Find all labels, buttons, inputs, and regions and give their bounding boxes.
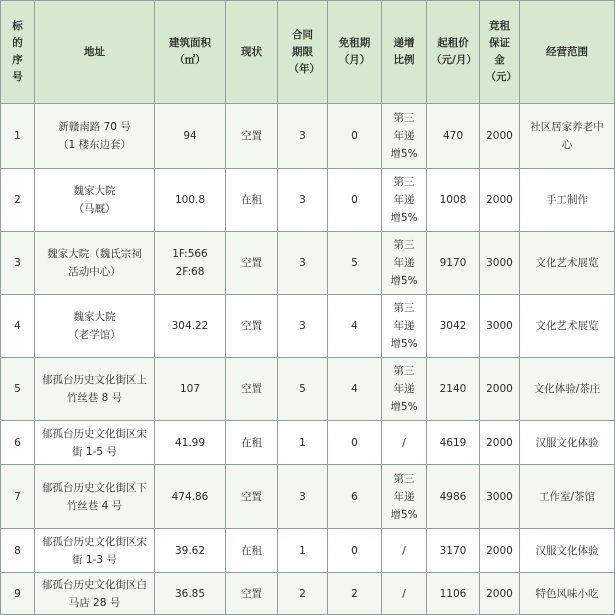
cell-increase: / — [382, 529, 427, 573]
cell-term: 1 — [278, 529, 328, 573]
cell-deposit: 2000 — [480, 529, 520, 573]
cell-price: 3170 — [427, 529, 480, 573]
cell-scope: 特色风味小吃 — [520, 573, 615, 615]
cell-status: 空置 — [226, 232, 278, 295]
cell-deposit: 2000 — [480, 358, 520, 421]
cell-term: 3 — [278, 295, 328, 358]
header-no: 标的序号 — [1, 1, 35, 104]
cell-address: 郁孤台历史文化街区上竹丝巷 8 号 — [35, 358, 155, 421]
cell-scope: 汉服文化体验 — [520, 421, 615, 465]
cell-term: 3 — [278, 232, 328, 295]
cell-area: 94 — [155, 104, 226, 169]
cell-term: 1 — [278, 421, 328, 465]
cell-address: 郁孤台历史文化街区白马店 28 号 — [35, 573, 155, 615]
table-row — [1, 295, 615, 358]
cell-no: 7 — [1, 465, 35, 529]
cell-free: 4 — [328, 295, 382, 358]
cell-term: 3 — [278, 104, 328, 169]
header-price: 起租价（元/月） — [427, 1, 480, 104]
cell-no: 3 — [1, 232, 35, 295]
cell-free: 6 — [328, 465, 382, 529]
cell-increase: 第三年递增5% — [382, 465, 427, 529]
cell-free: 5 — [328, 232, 382, 295]
cell-deposit: 2000 — [480, 169, 520, 232]
header-scope: 经营范围 — [520, 1, 615, 104]
cell-no: 8 — [1, 529, 35, 573]
cell-no: 2 — [1, 169, 35, 232]
table-row — [1, 529, 615, 573]
cell-increase: 第三年递增5% — [382, 104, 427, 169]
table-row — [1, 232, 615, 295]
header-address: 地址 — [35, 1, 155, 104]
cell-area: 41.99 — [155, 421, 226, 465]
cell-free: 4 — [328, 358, 382, 421]
cell-address: 魏家大院（马厩） — [35, 169, 155, 232]
cell-scope: 文化艺术展览 — [520, 295, 615, 358]
cell-status: 在租 — [226, 169, 278, 232]
header-area: 建筑面积（㎡） — [155, 1, 226, 104]
cell-address: 魏家大院（老学馆） — [35, 295, 155, 358]
cell-price: 4619 — [427, 421, 480, 465]
cell-free: 0 — [328, 529, 382, 573]
cell-address: 魏家大院（魏氏宗祠活动中心） — [35, 232, 155, 295]
table-row — [1, 421, 615, 465]
cell-price: 3042 — [427, 295, 480, 358]
cell-area: 304.22 — [155, 295, 226, 358]
table-row — [1, 573, 615, 615]
cell-status: 空置 — [226, 104, 278, 169]
cell-address: 郁孤台历史文化街区下竹丝巷 4 号 — [35, 465, 155, 529]
cell-status: 在租 — [226, 421, 278, 465]
cell-area: 100.8 — [155, 169, 226, 232]
table-row — [1, 465, 615, 529]
cell-free: 0 — [328, 421, 382, 465]
header-status: 现状 — [226, 1, 278, 104]
cell-free: 0 — [328, 104, 382, 169]
header-free: 免租期（月） — [328, 1, 382, 104]
cell-no: 1 — [1, 104, 35, 169]
cell-scope: 手工制作 — [520, 169, 615, 232]
table-row — [1, 104, 615, 169]
cell-status: 空置 — [226, 465, 278, 529]
cell-status: 空置 — [226, 295, 278, 358]
cell-scope: 文化艺术展览 — [520, 232, 615, 295]
cell-price: 2140 — [427, 358, 480, 421]
cell-address: 新赣南路 70 号（1 楼东边套） — [35, 104, 155, 169]
cell-term: 3 — [278, 465, 328, 529]
cell-increase: 第三年递增5% — [382, 295, 427, 358]
cell-address: 郁孤台历史文化街区宋街 1-5 号 — [35, 421, 155, 465]
header-increase: 递增比例 — [382, 1, 427, 104]
cell-deposit: 3000 — [480, 465, 520, 529]
cell-status: 空置 — [226, 573, 278, 615]
cell-status: 在租 — [226, 529, 278, 573]
cell-deposit: 3000 — [480, 232, 520, 295]
cell-term: 3 — [278, 169, 328, 232]
cell-deposit: 2000 — [480, 573, 520, 615]
cell-no: 4 — [1, 295, 35, 358]
cell-term: 5 — [278, 358, 328, 421]
table-row — [1, 169, 615, 232]
cell-area: 39.62 — [155, 529, 226, 573]
cell-price: 1106 — [427, 573, 480, 615]
cell-increase: 第三年递增5% — [382, 358, 427, 421]
cell-free: 0 — [328, 169, 382, 232]
table-row — [1, 358, 615, 421]
cell-scope: 文化体验/茶庄 — [520, 358, 615, 421]
cell-increase: / — [382, 421, 427, 465]
cell-increase: 第三年递增5% — [382, 232, 427, 295]
cell-price: 470 — [427, 104, 480, 169]
cell-increase: 第三年递增5% — [382, 169, 427, 232]
cell-no: 6 — [1, 421, 35, 465]
cell-price: 4986 — [427, 465, 480, 529]
cell-scope: 工作室/茶馆 — [520, 465, 615, 529]
cell-increase: / — [382, 573, 427, 615]
header-deposit: 竞租保证金（元） — [480, 1, 520, 104]
header-row — [1, 1, 615, 104]
cell-scope: 汉服文化体验 — [520, 529, 615, 573]
cell-scope: 社区居家养老中心 — [520, 104, 615, 169]
header-term: 合同期限（年） — [278, 1, 328, 104]
cell-term: 2 — [278, 573, 328, 615]
cell-price: 1008 — [427, 169, 480, 232]
cell-free: 2 — [328, 573, 382, 615]
cell-price: 9170 — [427, 232, 480, 295]
cell-no: 9 — [1, 573, 35, 615]
cell-no: 5 — [1, 358, 35, 421]
cell-area: 1F:566 2F:68 — [155, 232, 226, 295]
cell-area: 474.86 — [155, 465, 226, 529]
cell-status: 空置 — [226, 358, 278, 421]
cell-area: 36.85 — [155, 573, 226, 615]
cell-deposit: 2000 — [480, 104, 520, 169]
cell-area: 107 — [155, 358, 226, 421]
cell-deposit: 3000 — [480, 295, 520, 358]
cell-address: 郁孤台历史文化街区宋街 1-3 号 — [35, 529, 155, 573]
cell-deposit: 2000 — [480, 421, 520, 465]
